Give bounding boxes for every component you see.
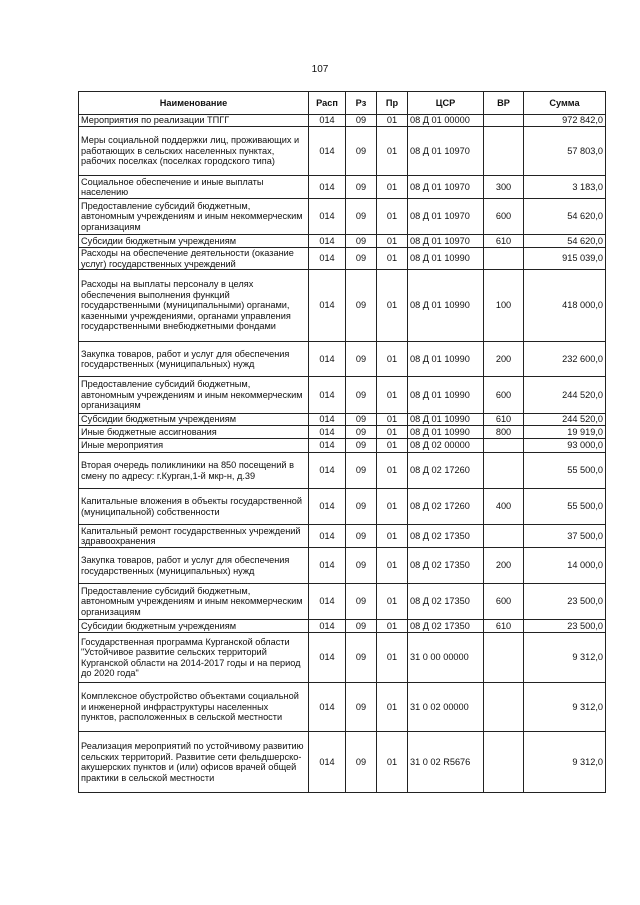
cell-rasp: 014 xyxy=(309,270,346,342)
cell-vr: 800 xyxy=(484,426,524,439)
cell-pr: 01 xyxy=(377,115,408,127)
cell-pr: 01 xyxy=(377,235,408,248)
cell-rasp: 014 xyxy=(309,620,346,633)
cell-vr xyxy=(484,248,524,270)
table-row xyxy=(79,439,606,453)
table-row xyxy=(79,115,606,127)
cell-vr xyxy=(484,127,524,176)
table-row xyxy=(79,683,606,732)
cell-pr: 01 xyxy=(377,584,408,620)
cell-vr: 400 xyxy=(484,489,524,525)
cell-pr: 01 xyxy=(377,453,408,489)
cell-name: Реализация мероприятий по устойчивому развитию сельских территорий. Развитие сети фельдшерско-акушерских пунктов и (или) офисов врачей общей практики в сельской местности xyxy=(79,732,309,793)
column-header-name: Наименование xyxy=(79,92,309,115)
cell-name: Мероприятия по реализации ТПГГ xyxy=(79,115,309,127)
cell-rz: 09 xyxy=(346,115,377,127)
cell-rz: 09 xyxy=(346,548,377,584)
cell-sum: 244 520,0 xyxy=(524,377,606,414)
table-row xyxy=(79,248,606,270)
cell-name: Субсидии бюджетным учреждениям xyxy=(79,620,309,633)
cell-rasp: 014 xyxy=(309,176,346,199)
table-row xyxy=(79,620,606,633)
table-row xyxy=(79,176,606,199)
cell-name: Капитальный ремонт государственных учреждений здравоохранения xyxy=(79,525,309,548)
column-header-vr: ВР xyxy=(484,92,524,115)
cell-csr: 08 Д 01 10990 xyxy=(408,414,484,426)
cell-name: Предоставление субсидий бюджетным, автономным учреждениям и иным некоммерческим организациям xyxy=(79,199,309,235)
cell-vr: 100 xyxy=(484,270,524,342)
cell-rz: 09 xyxy=(346,584,377,620)
cell-rz: 09 xyxy=(346,176,377,199)
cell-csr: 08 Д 01 10990 xyxy=(408,426,484,439)
cell-csr: 08 Д 01 10990 xyxy=(408,377,484,414)
cell-rasp: 014 xyxy=(309,683,346,732)
table-row xyxy=(79,732,606,793)
table-row xyxy=(79,127,606,176)
cell-pr: 01 xyxy=(377,248,408,270)
cell-name: Расходы на обеспечение деятельности (оказание услуг) государственных учреждений xyxy=(79,248,309,270)
cell-rz: 09 xyxy=(346,620,377,633)
cell-sum: 244 520,0 xyxy=(524,414,606,426)
cell-csr: 31 0 02 R5676 xyxy=(408,732,484,793)
column-header-pr: Пр xyxy=(377,92,408,115)
cell-csr: 08 Д 02 17350 xyxy=(408,620,484,633)
cell-vr: 600 xyxy=(484,199,524,235)
cell-csr: 08 Д 02 17260 xyxy=(408,489,484,525)
cell-rasp: 014 xyxy=(309,525,346,548)
table-row xyxy=(79,414,606,426)
cell-sum: 23 500,0 xyxy=(524,584,606,620)
cell-rz: 09 xyxy=(346,414,377,426)
cell-sum: 55 500,0 xyxy=(524,489,606,525)
cell-name: Капитальные вложения в объекты государственной (муниципальной) собственности xyxy=(79,489,309,525)
cell-rasp: 014 xyxy=(309,377,346,414)
table-row xyxy=(79,342,606,377)
table-body xyxy=(79,115,606,793)
cell-sum: 232 600,0 xyxy=(524,342,606,377)
cell-sum: 3 183,0 xyxy=(524,176,606,199)
cell-rasp: 014 xyxy=(309,732,346,793)
cell-pr: 01 xyxy=(377,525,408,548)
cell-sum: 9 312,0 xyxy=(524,732,606,793)
cell-vr: 610 xyxy=(484,414,524,426)
cell-rasp: 014 xyxy=(309,235,346,248)
cell-rasp: 014 xyxy=(309,548,346,584)
cell-name: Социальное обеспечение и иные выплаты населению xyxy=(79,176,309,199)
cell-sum: 55 500,0 xyxy=(524,453,606,489)
cell-csr: 31 0 02 00000 xyxy=(408,683,484,732)
cell-name: Субсидии бюджетным учреждениям xyxy=(79,414,309,426)
cell-sum: 57 803,0 xyxy=(524,127,606,176)
cell-sum: 9 312,0 xyxy=(524,633,606,683)
cell-pr: 01 xyxy=(377,426,408,439)
cell-name: Расходы на выплаты персоналу в целях обеспечения выполнения функций государственными (муниципальными) органами, казенными учреждениями, органами управления государственными внебюджетными фондами xyxy=(79,270,309,342)
cell-csr: 08 Д 01 00000 xyxy=(408,115,484,127)
cell-sum: 972 842,0 xyxy=(524,115,606,127)
cell-vr xyxy=(484,525,524,548)
cell-vr: 610 xyxy=(484,235,524,248)
cell-pr: 01 xyxy=(377,199,408,235)
cell-name: Закупка товаров, работ и услуг для обеспечения государственных (муниципальных) нужд xyxy=(79,548,309,584)
cell-csr: 08 Д 01 10970 xyxy=(408,127,484,176)
cell-name: Субсидии бюджетным учреждениям xyxy=(79,235,309,248)
cell-name: Иные мероприятия xyxy=(79,439,309,453)
cell-name: Закупка товаров, работ и услуг для обеспечения государственных (муниципальных) нужд xyxy=(79,342,309,377)
cell-sum: 23 500,0 xyxy=(524,620,606,633)
cell-sum: 915 039,0 xyxy=(524,248,606,270)
cell-rz: 09 xyxy=(346,235,377,248)
cell-name: Государственная программа Курганской области "Устойчивое развитие сельских территорий Курганской области на 2014-2017 годы и на период до 2020 года" xyxy=(79,633,309,683)
cell-pr: 01 xyxy=(377,439,408,453)
table-row xyxy=(79,377,606,414)
table-row xyxy=(79,525,606,548)
cell-rasp: 014 xyxy=(309,127,346,176)
table-row xyxy=(79,453,606,489)
cell-name: Комплексное обустройство объектами социальной и инженерной инфраструктуры населенных пунктов, расположенных в сельской местности xyxy=(79,683,309,732)
table-row xyxy=(79,199,606,235)
table-row xyxy=(79,270,606,342)
cell-pr: 01 xyxy=(377,683,408,732)
cell-sum: 14 000,0 xyxy=(524,548,606,584)
cell-vr xyxy=(484,115,524,127)
cell-rasp: 014 xyxy=(309,633,346,683)
cell-name: Предоставление субсидий бюджетным, автономным учреждениям и иным некоммерческим организациям xyxy=(79,584,309,620)
cell-vr: 200 xyxy=(484,342,524,377)
cell-rasp: 014 xyxy=(309,439,346,453)
table-row xyxy=(79,426,606,439)
cell-sum: 418 000,0 xyxy=(524,270,606,342)
cell-pr: 01 xyxy=(377,414,408,426)
cell-rz: 09 xyxy=(346,127,377,176)
cell-rz: 09 xyxy=(346,489,377,525)
cell-rz: 09 xyxy=(346,683,377,732)
cell-pr: 01 xyxy=(377,127,408,176)
cell-csr: 08 Д 01 10990 xyxy=(408,248,484,270)
cell-rz: 09 xyxy=(346,426,377,439)
cell-sum: 54 620,0 xyxy=(524,235,606,248)
cell-vr: 600 xyxy=(484,377,524,414)
cell-vr xyxy=(484,453,524,489)
cell-sum: 54 620,0 xyxy=(524,199,606,235)
cell-rasp: 014 xyxy=(309,414,346,426)
cell-vr: 200 xyxy=(484,548,524,584)
cell-name: Иные бюджетные ассигнования xyxy=(79,426,309,439)
cell-name: Меры социальной поддержки лиц, проживающих и работающих в сельских населенных пунктах, рабочих поселках (поселках городского типа) xyxy=(79,127,309,176)
budget-table xyxy=(78,91,606,793)
cell-rz: 09 xyxy=(346,248,377,270)
table-row xyxy=(79,235,606,248)
cell-csr: 08 Д 01 10990 xyxy=(408,270,484,342)
header-row xyxy=(79,92,606,115)
cell-csr: 08 Д 01 10970 xyxy=(408,235,484,248)
table-row xyxy=(79,584,606,620)
cell-pr: 01 xyxy=(377,732,408,793)
cell-rz: 09 xyxy=(346,377,377,414)
column-header-csr: ЦСР xyxy=(408,92,484,115)
table-row xyxy=(79,548,606,584)
cell-csr: 08 Д 01 10990 xyxy=(408,342,484,377)
cell-rasp: 014 xyxy=(309,453,346,489)
cell-rz: 09 xyxy=(346,732,377,793)
cell-pr: 01 xyxy=(377,342,408,377)
cell-csr: 31 0 00 00000 xyxy=(408,633,484,683)
cell-rasp: 014 xyxy=(309,199,346,235)
cell-sum: 9 312,0 xyxy=(524,683,606,732)
cell-sum: 37 500,0 xyxy=(524,525,606,548)
cell-rasp: 014 xyxy=(309,115,346,127)
cell-vr: 600 xyxy=(484,584,524,620)
cell-pr: 01 xyxy=(377,377,408,414)
page-number: 107 xyxy=(311,64,329,75)
cell-rz: 09 xyxy=(346,199,377,235)
cell-rasp: 014 xyxy=(309,342,346,377)
cell-rz: 09 xyxy=(346,270,377,342)
table-header xyxy=(79,92,606,115)
cell-sum: 19 919,0 xyxy=(524,426,606,439)
cell-vr: 610 xyxy=(484,620,524,633)
cell-csr: 08 Д 01 10970 xyxy=(408,176,484,199)
cell-vr xyxy=(484,683,524,732)
cell-sum: 93 000,0 xyxy=(524,439,606,453)
cell-rz: 09 xyxy=(346,439,377,453)
cell-pr: 01 xyxy=(377,633,408,683)
cell-csr: 08 Д 02 17350 xyxy=(408,548,484,584)
cell-vr xyxy=(484,633,524,683)
cell-vr: 300 xyxy=(484,176,524,199)
cell-csr: 08 Д 02 17350 xyxy=(408,525,484,548)
cell-vr xyxy=(484,439,524,453)
table-row xyxy=(79,633,606,683)
cell-rasp: 014 xyxy=(309,248,346,270)
cell-rz: 09 xyxy=(346,453,377,489)
cell-csr: 08 Д 02 17260 xyxy=(408,453,484,489)
cell-name: Предоставление субсидий бюджетным, автономным учреждениям и иным некоммерческим организациям xyxy=(79,377,309,414)
cell-rz: 09 xyxy=(346,633,377,683)
cell-rz: 09 xyxy=(346,525,377,548)
cell-csr: 08 Д 02 17350 xyxy=(408,584,484,620)
cell-pr: 01 xyxy=(377,620,408,633)
cell-pr: 01 xyxy=(377,548,408,584)
cell-vr xyxy=(484,732,524,793)
column-header-rasp: Расп xyxy=(309,92,346,115)
cell-rasp: 014 xyxy=(309,426,346,439)
cell-pr: 01 xyxy=(377,176,408,199)
cell-pr: 01 xyxy=(377,489,408,525)
cell-pr: 01 xyxy=(377,270,408,342)
column-header-rz: Рз xyxy=(346,92,377,115)
cell-name: Вторая очередь поликлиники на 850 посещений в смену по адресу: г.Курган,1-й мкр-н, д.39 xyxy=(79,453,309,489)
cell-csr: 08 Д 01 10970 xyxy=(408,199,484,235)
cell-rz: 09 xyxy=(346,342,377,377)
column-header-sum: Сумма xyxy=(524,92,606,115)
cell-csr: 08 Д 02 00000 xyxy=(408,439,484,453)
cell-rasp: 014 xyxy=(309,584,346,620)
table-row xyxy=(79,489,606,525)
cell-rasp: 014 xyxy=(309,489,346,525)
